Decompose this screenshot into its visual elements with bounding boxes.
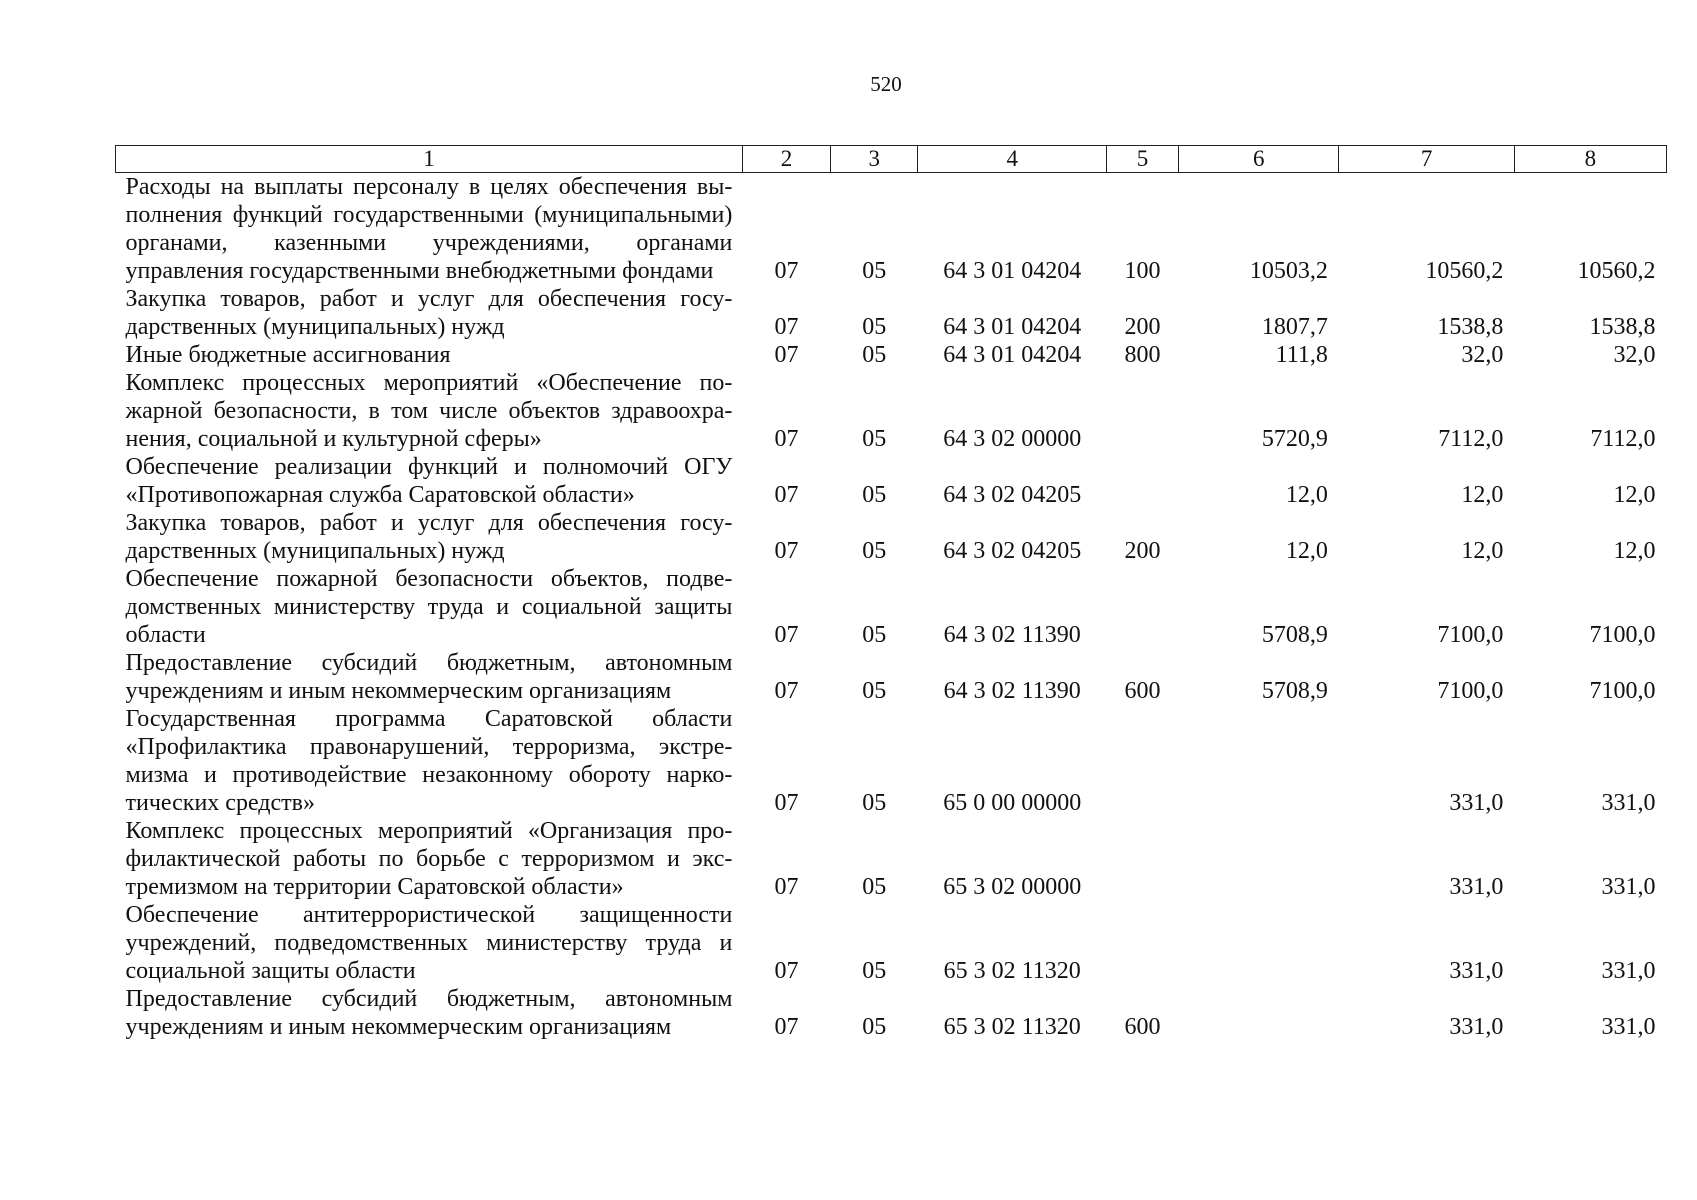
amount-col-6: 5720,9 xyxy=(1261,426,1328,452)
amount-col-8: 7112,0 xyxy=(1590,426,1656,452)
amount-col-8: 331,0 xyxy=(1601,790,1656,816)
amount-col-8: 7100,0 xyxy=(1589,622,1656,648)
subsection-code: 05 xyxy=(862,258,887,284)
header-cell: 3 xyxy=(831,146,918,173)
expense-type-code xyxy=(1107,901,1179,985)
expense-type-code: 600 xyxy=(1124,1014,1161,1040)
table-row xyxy=(116,509,1667,565)
header-cell: 8 xyxy=(1514,146,1666,173)
expense-type-code: 800 xyxy=(1124,342,1161,368)
amount-col-7: 331,0 xyxy=(1449,958,1504,984)
subsection-code: 05 xyxy=(862,958,887,984)
target-article-code: 64 3 02 11390 xyxy=(943,678,1081,704)
expense-type-code: 200 xyxy=(1124,314,1161,340)
subsection-code: 05 xyxy=(862,622,887,648)
subsection-code: 05 xyxy=(862,678,887,704)
amount-col-6: 5708,9 xyxy=(1261,622,1328,648)
section-code: 07 xyxy=(774,874,799,900)
amount-col-6: 5708,9 xyxy=(1261,678,1328,704)
row-description: Закупка товаров, работ и услуг для обеспечения государственных (муниципальных) нужд xyxy=(125,286,733,340)
section-code: 07 xyxy=(774,258,799,284)
amount-col-7: 10560,2 xyxy=(1425,258,1504,284)
header-row xyxy=(116,146,1667,173)
amount-col-7: 7100,0 xyxy=(1437,678,1504,704)
subsection-code: 05 xyxy=(862,342,887,368)
section-code: 07 xyxy=(774,314,799,340)
section-code: 07 xyxy=(774,538,799,564)
subsection-code: 05 xyxy=(862,314,887,340)
table-header xyxy=(116,146,1667,173)
amount-col-8: 331,0 xyxy=(1601,874,1656,900)
subsection-code: 05 xyxy=(862,874,887,900)
expense-type-code: 100 xyxy=(1124,258,1161,284)
amount-col-6 xyxy=(1179,901,1339,985)
amount-col-6 xyxy=(1179,817,1339,901)
amount-col-7: 7112,0 xyxy=(1438,426,1504,452)
amount-col-7: 7100,0 xyxy=(1437,622,1504,648)
section-code: 07 xyxy=(774,790,799,816)
subsection-code: 05 xyxy=(862,538,887,564)
expense-type-code xyxy=(1107,565,1179,649)
amount-col-6 xyxy=(1179,705,1339,817)
amount-col-8: 1538,8 xyxy=(1589,314,1656,340)
row-description: Комплекс процессных мероприятий «Организация профилактической работы по борьбе с терроризмом и экстремизмом на территории Саратовской области» xyxy=(125,818,733,900)
target-article-code: 64 3 02 04205 xyxy=(943,482,1082,508)
row-description: Обеспечение антитеррористической защищенности учреждений, подведомственных министерству труда и социальной защиты области xyxy=(125,902,733,984)
table-row xyxy=(116,453,1667,509)
table-row xyxy=(116,565,1667,649)
amount-col-8: 7100,0 xyxy=(1589,678,1656,704)
expense-type-code xyxy=(1107,369,1179,453)
row-description: Обеспечение реализации функций и полномочий ОГУ «Противопожарная служба Саратовской области» xyxy=(125,454,733,508)
table-row xyxy=(116,173,1667,286)
header-cell: 4 xyxy=(918,146,1107,173)
subsection-code: 05 xyxy=(862,1014,887,1040)
row-description: Закупка товаров, работ и услуг для обеспечения государственных (муниципальных) нужд xyxy=(125,510,733,564)
table-row xyxy=(116,369,1667,453)
table-row xyxy=(116,817,1667,901)
header-cell: 5 xyxy=(1107,146,1179,173)
amount-col-7: 12,0 xyxy=(1461,482,1504,508)
target-article-code: 64 3 01 04204 xyxy=(943,342,1082,368)
amount-col-8: 12,0 xyxy=(1613,538,1656,564)
expense-type-code: 600 xyxy=(1124,678,1161,704)
amount-col-6: 12,0 xyxy=(1285,538,1328,564)
amount-col-8: 32,0 xyxy=(1613,342,1656,368)
section-code: 07 xyxy=(774,482,799,508)
expense-type-code xyxy=(1107,817,1179,901)
target-article-code: 64 3 02 11390 xyxy=(943,622,1081,648)
amount-col-6: 10503,2 xyxy=(1249,258,1328,284)
target-article-code: 65 0 00 00000 xyxy=(943,790,1082,816)
row-description: Иные бюджетные ассигнования xyxy=(125,342,451,368)
row-description: Государственная программа Саратовской области «Профилактика правонарушений, терроризма, экстремизма и противодействие незаконному обороту наркотических средств» xyxy=(125,706,733,816)
table-body xyxy=(116,173,1667,1042)
header-cell: 1 xyxy=(116,146,743,173)
expense-type-code xyxy=(1107,705,1179,817)
subsection-code: 05 xyxy=(862,482,887,508)
budget-table xyxy=(115,145,1667,1041)
section-code: 07 xyxy=(774,1014,799,1040)
expense-type-code xyxy=(1107,453,1179,509)
target-article-code: 65 3 02 11320 xyxy=(943,1014,1081,1040)
table-row xyxy=(116,985,1667,1041)
amount-col-7: 32,0 xyxy=(1461,342,1504,368)
page-number: 520 xyxy=(870,72,902,96)
amount-col-6: 111,8 xyxy=(1275,342,1328,368)
amount-col-7: 1538,8 xyxy=(1437,314,1504,340)
target-article-code: 64 3 01 04204 xyxy=(943,258,1082,284)
table-row xyxy=(116,341,1667,369)
header-cell: 7 xyxy=(1339,146,1514,173)
table-row xyxy=(116,705,1667,817)
amount-col-6 xyxy=(1179,985,1339,1041)
header-cell: 6 xyxy=(1179,146,1339,173)
section-code: 07 xyxy=(774,678,799,704)
amount-col-7: 331,0 xyxy=(1449,1014,1504,1040)
subsection-code: 05 xyxy=(862,790,887,816)
amount-col-6: 12,0 xyxy=(1285,482,1328,508)
amount-col-8: 331,0 xyxy=(1601,958,1656,984)
target-article-code: 64 3 02 04205 xyxy=(943,538,1082,564)
amount-col-7: 331,0 xyxy=(1449,790,1504,816)
amount-col-8: 10560,2 xyxy=(1577,258,1656,284)
row-description: Предоставление субсидий бюджетным, автономным учреждениям и иным некоммерческим организациям xyxy=(125,986,733,1040)
row-description: Обеспечение пожарной безопасности объектов, подведомственных министерству труда и социальной защиты области xyxy=(125,566,733,648)
amount-col-7: 331,0 xyxy=(1449,874,1504,900)
amount-col-8: 12,0 xyxy=(1613,482,1656,508)
row-description: Расходы на выплаты персоналу в целях обеспечения выполнения функций государственными (муниципальными) органами, казенными учреждениями, органами управления государственными внебюджетными фондами xyxy=(125,174,733,284)
section-code: 07 xyxy=(774,958,799,984)
expense-type-code: 200 xyxy=(1124,538,1161,564)
row-description: Комплекс процессных мероприятий «Обеспечение пожарной безопасности, в том числе объектов здравоохранения, социальной и культурной сферы» xyxy=(125,370,733,452)
section-code: 07 xyxy=(774,622,799,648)
amount-col-8: 331,0 xyxy=(1601,1014,1656,1040)
table-row xyxy=(116,901,1667,985)
table-row xyxy=(116,649,1667,705)
row-description: Предоставление субсидий бюджетным, автономным учреждениям и иным некоммерческим организациям xyxy=(125,650,733,704)
subsection-code: 05 xyxy=(862,426,887,452)
section-code: 07 xyxy=(774,426,799,452)
target-article-code: 65 3 02 00000 xyxy=(943,874,1082,900)
table-row xyxy=(116,285,1667,341)
amount-col-6: 1807,7 xyxy=(1261,314,1328,340)
section-code: 07 xyxy=(774,342,799,368)
target-article-code: 65 3 02 11320 xyxy=(943,958,1081,984)
amount-col-7: 12,0 xyxy=(1461,538,1504,564)
header-cell: 2 xyxy=(742,146,830,173)
target-article-code: 64 3 02 00000 xyxy=(943,426,1082,452)
target-article-code: 64 3 01 04204 xyxy=(943,314,1082,340)
